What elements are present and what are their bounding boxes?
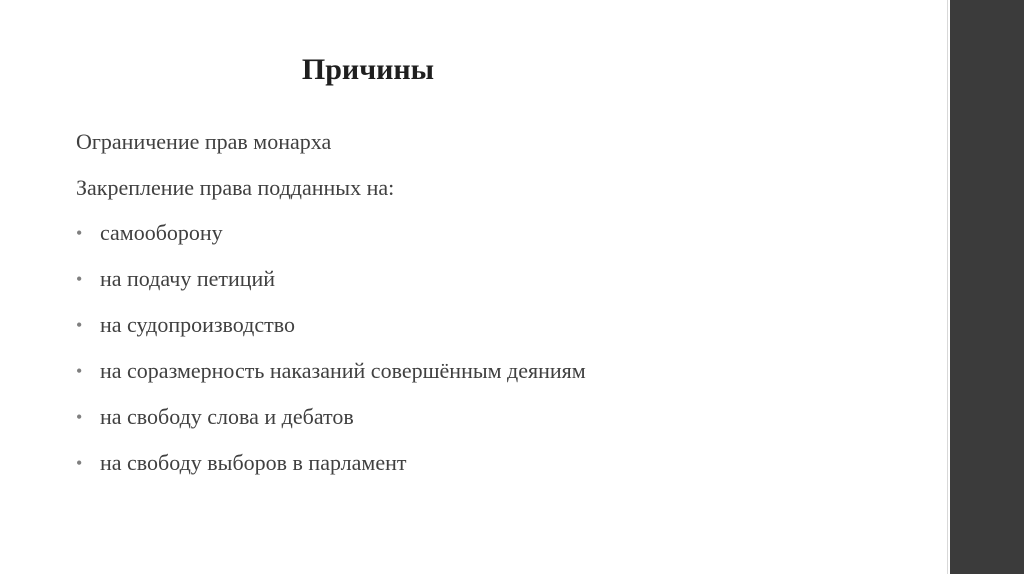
list-item-text: самооборону xyxy=(100,220,223,245)
bullet-icon: • xyxy=(76,453,83,473)
side-panel xyxy=(950,0,1024,574)
bullet-icon: • xyxy=(76,269,83,289)
list-item-text: на подачу петиций xyxy=(100,266,276,291)
slide-title: Причины xyxy=(301,53,435,86)
bullet-icon: • xyxy=(76,315,83,335)
list-item-text: на судопроизводство xyxy=(100,312,295,337)
text-line-subject-rights: Закрепление права подданных на: xyxy=(76,175,395,200)
bullet-icon: • xyxy=(76,407,83,427)
list-item-text: на соразмерность наказаний совершённым деяниям xyxy=(100,358,586,383)
list-item-text: на свободу выборов в парламент xyxy=(100,450,407,475)
text-line-monarch-limits: Ограничение прав монарха xyxy=(76,129,332,154)
list-item-text: на свободу слова и дебатов xyxy=(100,404,354,429)
bullet-icon: • xyxy=(76,223,83,243)
bullet-icon: • xyxy=(76,361,83,381)
